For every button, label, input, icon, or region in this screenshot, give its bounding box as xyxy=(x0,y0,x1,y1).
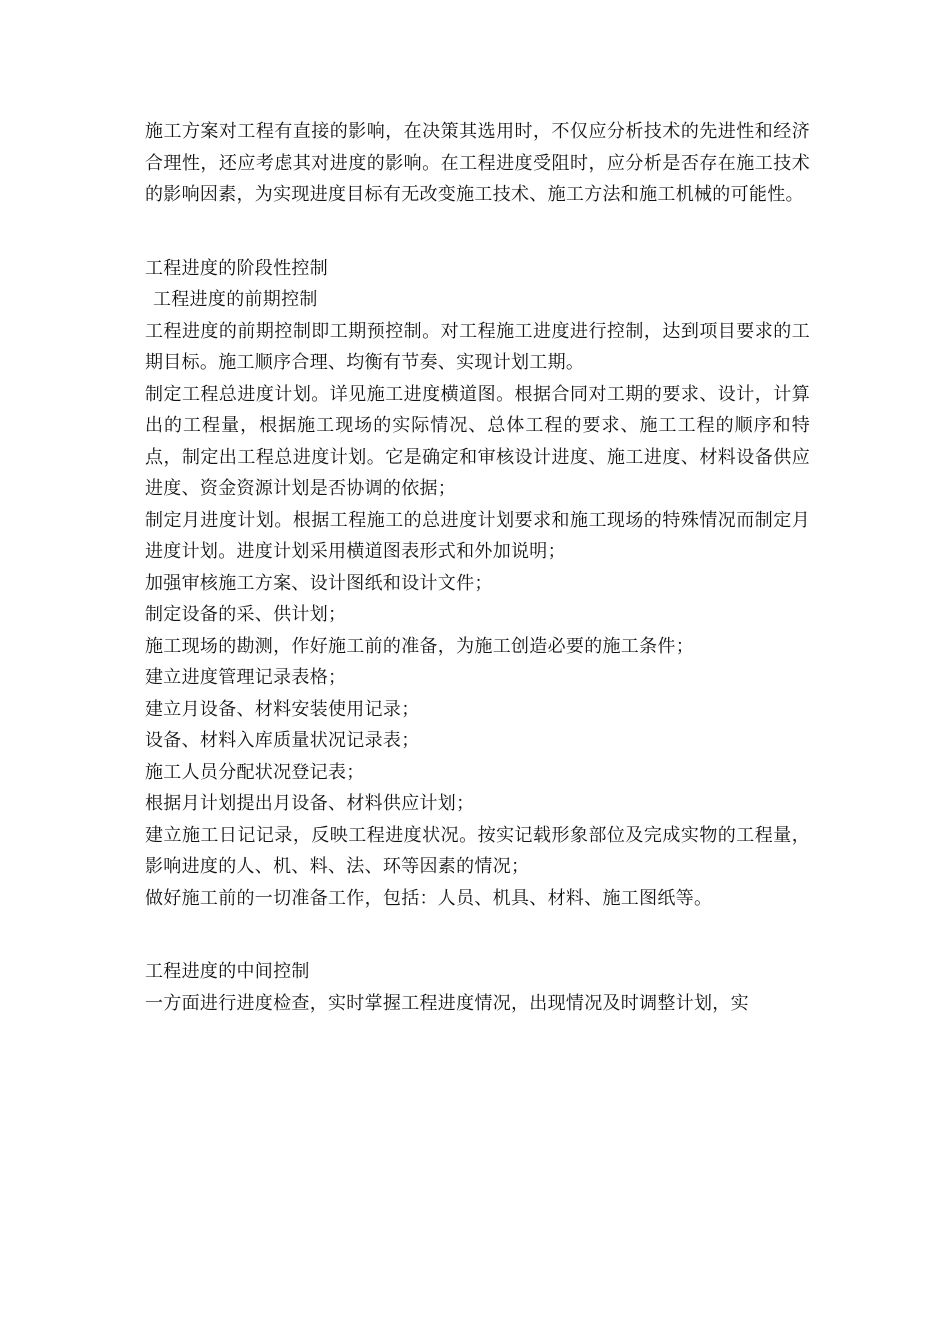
list-item-quality-record: 设备、材料入库质量状况记录表； xyxy=(145,730,420,751)
list-item-supply-plan: 根据月计划提出月设备、材料供应计划； xyxy=(145,793,475,814)
document-body xyxy=(145,116,810,1019)
list-item-month-record: 建立月设备、材料安装使用记录； xyxy=(145,698,420,720)
list-item-review: 加强审核施工方案、设计图纸和设计文件； xyxy=(145,572,493,594)
paragraph-daily-log: 建立施工日记记录，反映工程进度状况。按实记载形象部位及完成实物的工程量，影响进度的人、机、料、法、环等因素的情况； xyxy=(145,824,810,877)
paragraph-gap xyxy=(145,914,810,956)
list-item-survey: 施工现场的勘测，作好施工前的准备，为施工创造必要的施工条件； xyxy=(145,635,694,657)
list-item-equipment: 制定设备的采、供计划； xyxy=(145,604,347,625)
paragraph-gap xyxy=(145,211,810,253)
paragraph-month-plan: 制定月进度计划。根据工程施工的总进度计划要求和施工现场的特殊情况而制定月进度计划。进度计划采用横道图表形式和外加说明； xyxy=(145,509,810,562)
list-item-staff-record: 施工人员分配状况登记表； xyxy=(145,761,365,783)
paragraph-early-control: 工程进度的前期控制即工期预控制。对工程施工进度进行控制，达到项目要求的工期目标。施工顺序合理、均衡有节奏、实现计划工期。 xyxy=(145,320,810,373)
paragraph-middle-control: 一方面进行进度检查，实时掌握工程进度情况，出现情况及时调整计划，实 xyxy=(145,992,749,1014)
heading-stage-control: 工程进度的阶段性控制 xyxy=(145,257,328,279)
heading-middle-control: 工程进度的中间控制 xyxy=(145,961,310,982)
paragraph-intro: 施工方案对工程有直接的影响，在决策其选用时，不仅应分析技术的先进性和经济合理性，还应考虑其对进度的影响。在工程进度受阻时，应分析是否存在施工技术的影响因素，为实现进度目标有无改变施工技术、施工方法和施工机械的可能性。 xyxy=(145,121,810,205)
heading-early-control: 工程进度的前期控制 xyxy=(153,289,318,310)
paragraph-prepare: 做好施工前的一切准备工作，包括：人员、机具、材料、施工图纸等。 xyxy=(145,887,713,909)
list-item-record-table: 建立进度管理记录表格； xyxy=(145,667,347,688)
paragraph-total-plan: 制定工程总进度计划。详见施工进度横道图。根据合同对工期的要求、设计，计算出的工程量，根据施工现场的实际情况、总体工程的要求、施工工程的顺序和特点，制定出工程总进度计划。它是确定和审核设计进度、施工进度、材料设备供应进度、资金资源计划是否协调的依据； xyxy=(145,383,810,499)
